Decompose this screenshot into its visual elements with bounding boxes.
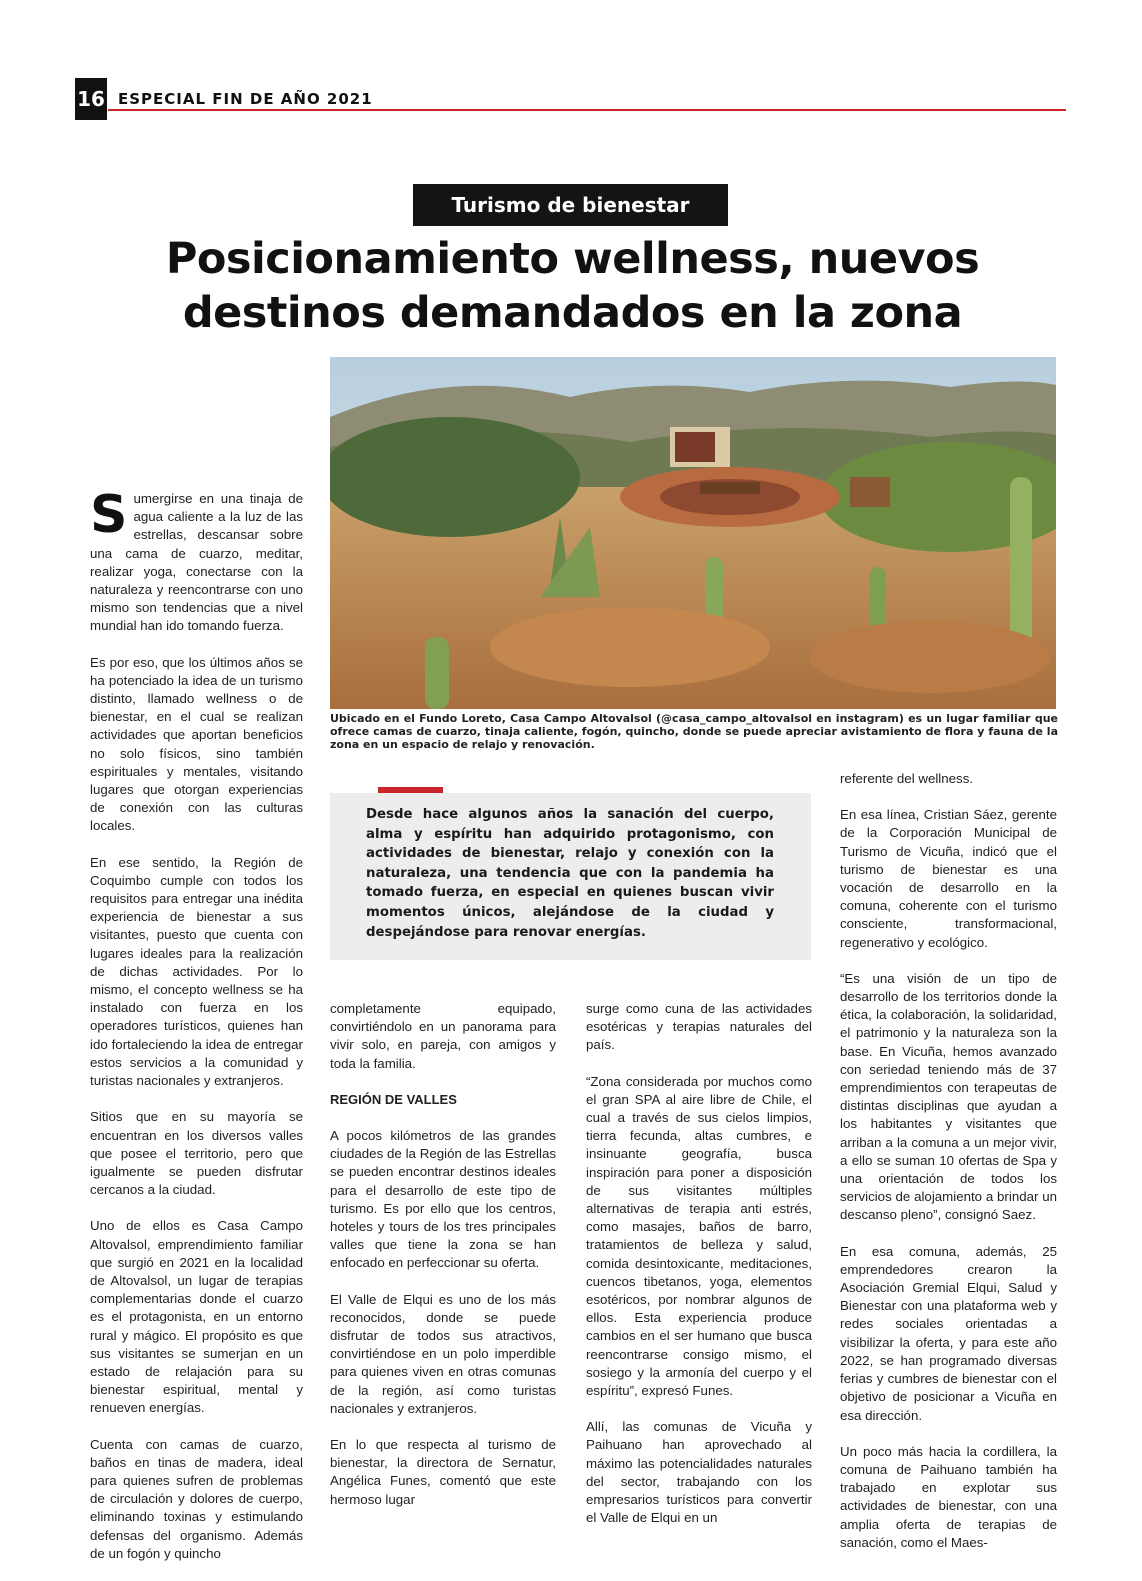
body-paragraph: Uno de ellos es Casa Campo Altovalsol, emprendimiento familiar que surgió en 2021 en la localidad de Altovalsol, un lugar de terapias complementarias donde el cuarzo es el protagonista, en un entorno rural y mágico. El propósito es que sus visitantes se sumerjan en un estado de relajación para su bienestar espiritual, mental y renueven energías.	[90, 1218, 303, 1416]
body-paragraph: En lo que respecta al turismo de bienestar, la directora de Sernatur, Angélica Funes, comentó que este hermoso lugar	[330, 1437, 556, 1507]
section-subhead: REGIÓN DE VALLES	[330, 1091, 457, 1107]
article-column-4	[840, 770, 1057, 1570]
article-column-3	[586, 1000, 812, 1545]
body-paragraph: Sitios que en su mayoría se encuentran en los diversos valles que posee el territorio, pero que igualmente se pueden disfrutar cercanos a la ciudad.	[90, 1109, 303, 1198]
body-paragraph: Cuenta con camas de cuarzo, baños en tinas de madera, ideal para quienes sufren de problemas de circulación y dolores de cuerpo, eliminando toxinas y estimulando defensas del organismo. Además de un fogón y quincho	[90, 1436, 303, 1561]
body-paragraph: Un poco más hacia la cordillera, la comuna de Paihuano también ha trabajado en explotar sus actividades de bienestar, con una amplia oferta de terapias de sanación, como el Maes-	[840, 1443, 1057, 1550]
body-paragraph: completamente equipado, convirtiéndolo en un panorama para vivir solo, en pareja, con amigos y toda la familia.	[330, 1001, 556, 1071]
section-label: ESPECIAL FIN DE AÑO 2021	[118, 90, 373, 108]
photo-caption: Ubicado en el Fundo Loreto, Casa Campo Altovalsol (@casa_campo_altovalsol en instagram) es un lugar familiar que ofrece camas de cuarzo, tinaja caliente, fogón, quincho, donde se puede apreciar avistamiento de flora y fauna de la zona en un espacio de relajo y renovación.	[330, 712, 1058, 751]
body-paragraph: A pocos kilómetros de las grandes ciudades de la Región de las Estrellas se pueden encontrar destinos ideales para el desarrollo de este tipo de turismo. Es por ello que los centros, hoteles y tours de los tres principales valles que tiene la zona se han enfocado en perfeccionar su oferta.	[330, 1128, 556, 1271]
body-paragraph: referente del wellness.	[840, 771, 974, 786]
body-paragraph: Allí, las comunas de Vicuña y Paihuano han aprovechado al máximo las potencialidades naturales del sector, trabajando con los empresarios turísticos para convertir el Valle de Elqui en un	[586, 1419, 812, 1526]
article-headline: Posicionamiento wellness, nuevos destinos demandados en la zona	[165, 234, 980, 338]
page-number: 16	[75, 78, 107, 120]
article-photo	[330, 357, 1056, 709]
article-column-1	[90, 485, 303, 1581]
body-paragraph: surge como cuna de las actividades esotéricas y terapias naturales del país.	[586, 1001, 812, 1053]
dropcap: S	[90, 485, 128, 545]
body-paragraph: En ese sentido, la Región de Coquimbo cumple con todos los requisitos para entregar una inédita experiencia de bienestar a sus visitantes, puesto que cuenta con lugares ideales para la realización de dichas actividades. Por lo mismo, el concepto wellness se ha instalado con fuerza en los operadores turísticos, quienes han ido fortaleciendo la idea de entregar estos servicios a la comunidad y turistas nacionales y extranjeros.	[90, 854, 303, 1089]
body-paragraph: “Es una visión de un tipo de desarrollo de los territorios donde la ética, la colaboración, la solidaridad, el patrimonio y la naturaleza son la base. En Vicuña, hemos avanzado con seriedad teniendo más de 37 emprendimientos con terapeutas de distintas disciplinas que ayudan a los habitantes y visitantes que arriban a la comuna a un mejor vivir, a ello se suman 10 ofertas de Spa y una orientación de todos los servicios de alojamiento a brindar un descanso pleno”, consignó Saez.	[840, 970, 1057, 1223]
article-kicker: Turismo de bienestar	[413, 184, 728, 226]
body-paragraph: Es por eso, que los últimos años se ha potenciado la idea de un turismo distinto, llamado wellness o de bienestar, en el cual se realizan actividades que aportan beneficios no solo físicos, sino también espirituales y mentales, visitando lugares que otorgan experiencias de conexión con las culturas locales.	[90, 654, 303, 834]
body-paragraph: “Zona considerada por muchos como el gran SPA al aire libre de Chile, el cual a través de sus cielos limpios, tierra fecunda, altas cumbres, e insinuante geografía, busca inspiración para poner a disposición de sus visitantes múltiples alternativas de terapia anti estrés, como masajes, baños de barro, tratamientos de belleza y salud, comida desintoxicante, meditaciones, cuencos tibetanos, yoga, elementos esotéricos, por nombrar algunos de ellos. Esta experiencia produce cambios en el ser humano que busca reencontrarse consigo mismo, el sosiego y la armonía del cuerpo y el espíritu”, expresó Funes.	[586, 1073, 812, 1399]
pull-quote-accent	[378, 787, 443, 793]
pull-quote: Desde hace algunos años la sanación del cuerpo, alma y espíritu han adquirido protagonismo, con actividades de bienestar, relajo y conexión con la naturaleza, una tendencia que con la pandemia ha tomado fuerza, en especial en quienes buscan vivir momentos únicos, alejándose de la ciudad y despejándose para renovar energías.	[366, 807, 774, 940]
landscape-photo-icon	[330, 357, 1056, 709]
body-paragraph: El Valle de Elqui es uno de los más reconocidos, donde se puede disfrutar de todos sus atractivos, convirtiéndose en un polo imperdible para quienes viven en otras comunas de la región, así como turistas nacionales y extranjeros.	[330, 1291, 556, 1416]
header-rule	[108, 109, 1066, 111]
body-paragraph: En esa comuna, además, 25 emprendedores crearon la Asociación Gremial Elqui, Salud y Bienestar con una plataforma web y redes sociales orientadas a visibilizar la oferta, y para este año 2022, se han programado diversas ferias y cumbres de bienestar con el objetivo de posicionar a Vicuña en esa dirección.	[840, 1243, 1057, 1423]
lead-paragraph: Sumergirse en una tinaja de agua caliente a la luz de las estrellas, descansar sobre una cama de cuarzo, meditar, realizar yoga, conectarse con la naturaleza y reencontrarse con uno mismo son tendencias que a nivel mundial han ido tomando fuerza.	[90, 485, 303, 634]
article-column-2	[330, 1000, 556, 1527]
body-paragraph: En esa línea, Cristian Sáez, gerente de la Corporación Municipal de Turismo de Vicuña, indicó que el turismo de bienestar es una vocación de desarrollo en la comuna, coherente con el turismo consciente, transformacional, regenerativo y ecológico.	[840, 807, 1057, 950]
